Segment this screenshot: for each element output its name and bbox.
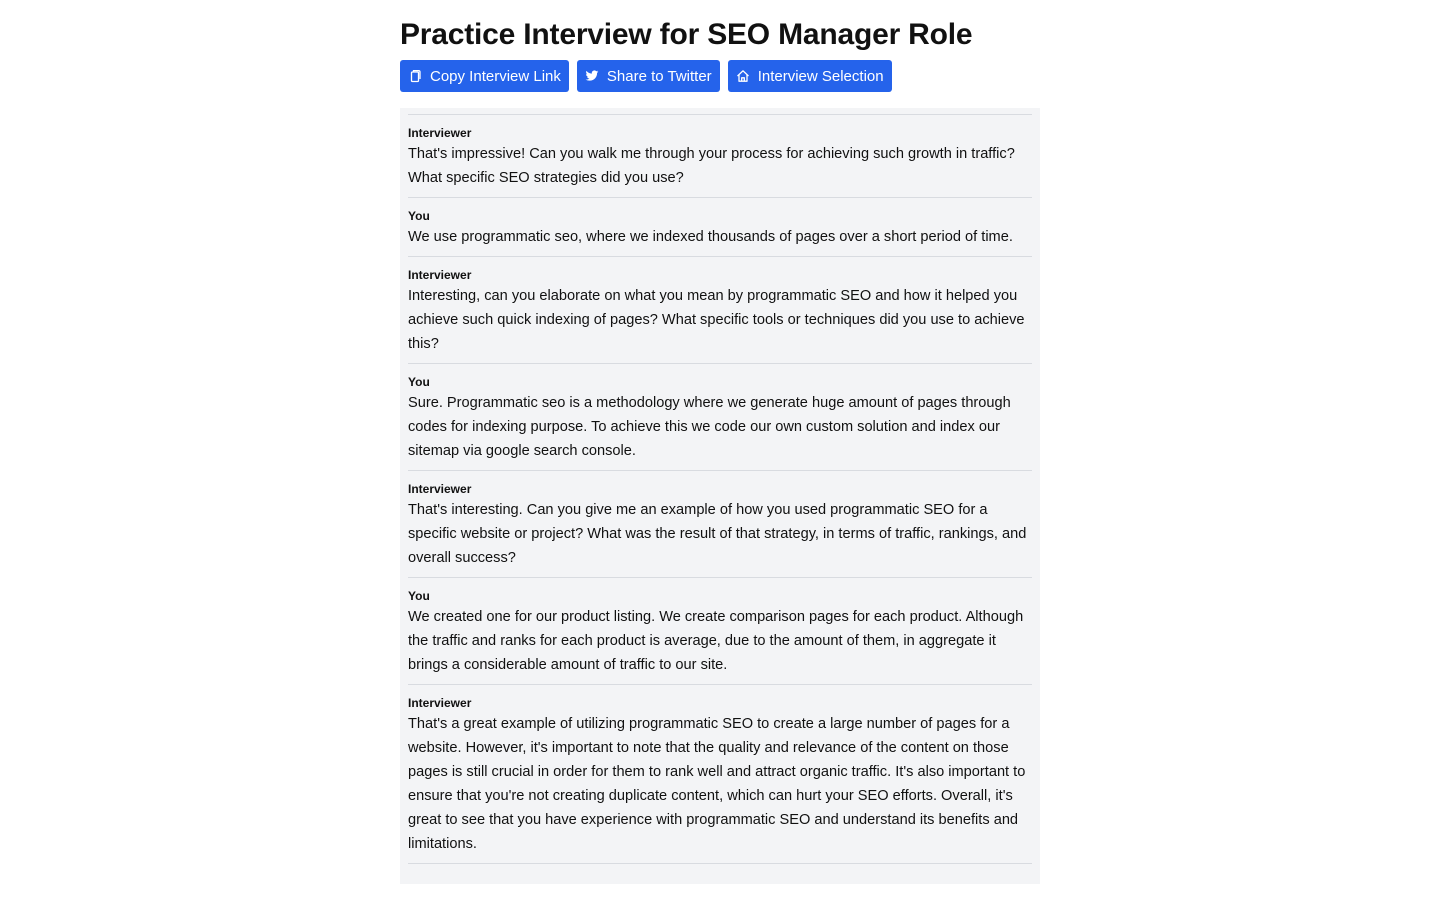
action-bar: [400, 60, 1040, 92]
message-you: [408, 363, 1032, 470]
message-text: Interesting, can you elaborate on what you mean by programmatic SEO and how it helped you achieve such quick indexing of pages? What specific tools or techniques did you use to achieve this?: [408, 288, 1025, 352]
message-text: That's impressive! Can you walk me through your process for achieving such growth in traffic? What specific SEO strategies did you use?: [408, 146, 1015, 186]
message-you: [408, 577, 1032, 684]
message-text: That's interesting. Can you give me an example of how you used programmatic SEO for a specific website or project? What was the result of that strategy, in terms of traffic, rankings, and overall success?: [408, 502, 1027, 566]
message-interviewer: [408, 114, 1032, 197]
message-interviewer: [408, 256, 1032, 363]
message-text: We use programmatic seo, where we indexed thousands of pages over a short period of time.: [408, 229, 1013, 245]
home-icon: [736, 69, 750, 83]
speaker-label: You: [408, 589, 430, 603]
interview-selection-button[interactable]: [728, 60, 892, 92]
message-interviewer: [408, 684, 1032, 864]
copy-interview-link-button[interactable]: [400, 60, 569, 92]
page: [400, 0, 1040, 884]
twitter-icon: [585, 69, 599, 83]
message-text: That's a great example of utilizing programmatic SEO to create a large number of pages for a website. However, it's important to note that the quality and relevance of the content on those pages is still crucial in order for them to rank well and attract organic traffic. It's also important to ensure that you're not creating duplicate content, which can hurt your SEO efforts. Overall, it's great to see that you have experience with programmatic SEO and understand its benefits and limitations.: [408, 716, 1026, 852]
message-text: We created one for our product listing. We create comparison pages for each product. Although the traffic and ranks for each product is average, due to the amount of them, in aggregate it brings a considerable amount of traffic to our site.: [408, 609, 1024, 673]
message-text: Sure. Programmatic seo is a methodology where we generate huge amount of pages through codes for indexing purpose. To achieve this we code our own custom solution and index our sitemap via google search console.: [408, 395, 1011, 459]
interview-transcript: [400, 108, 1040, 884]
copy-interview-link-label: Copy Interview Link: [430, 67, 561, 85]
message-interviewer: [408, 470, 1032, 577]
message-you: [408, 197, 1032, 256]
speaker-label: Interviewer: [408, 268, 472, 282]
share-to-twitter-button[interactable]: [577, 60, 720, 92]
page-title: Practice Interview for SEO Manager Role: [400, 18, 973, 51]
share-to-twitter-label: Share to Twitter: [606, 67, 712, 85]
speaker-label: Interviewer: [408, 482, 472, 496]
speaker-label: You: [408, 375, 430, 389]
speaker-label: Interviewer: [408, 126, 472, 140]
clipboard-icon: [408, 69, 422, 83]
speaker-label: You: [408, 209, 430, 223]
interview-selection-label: Interview Selection: [757, 67, 884, 85]
speaker-label: Interviewer: [408, 696, 472, 710]
